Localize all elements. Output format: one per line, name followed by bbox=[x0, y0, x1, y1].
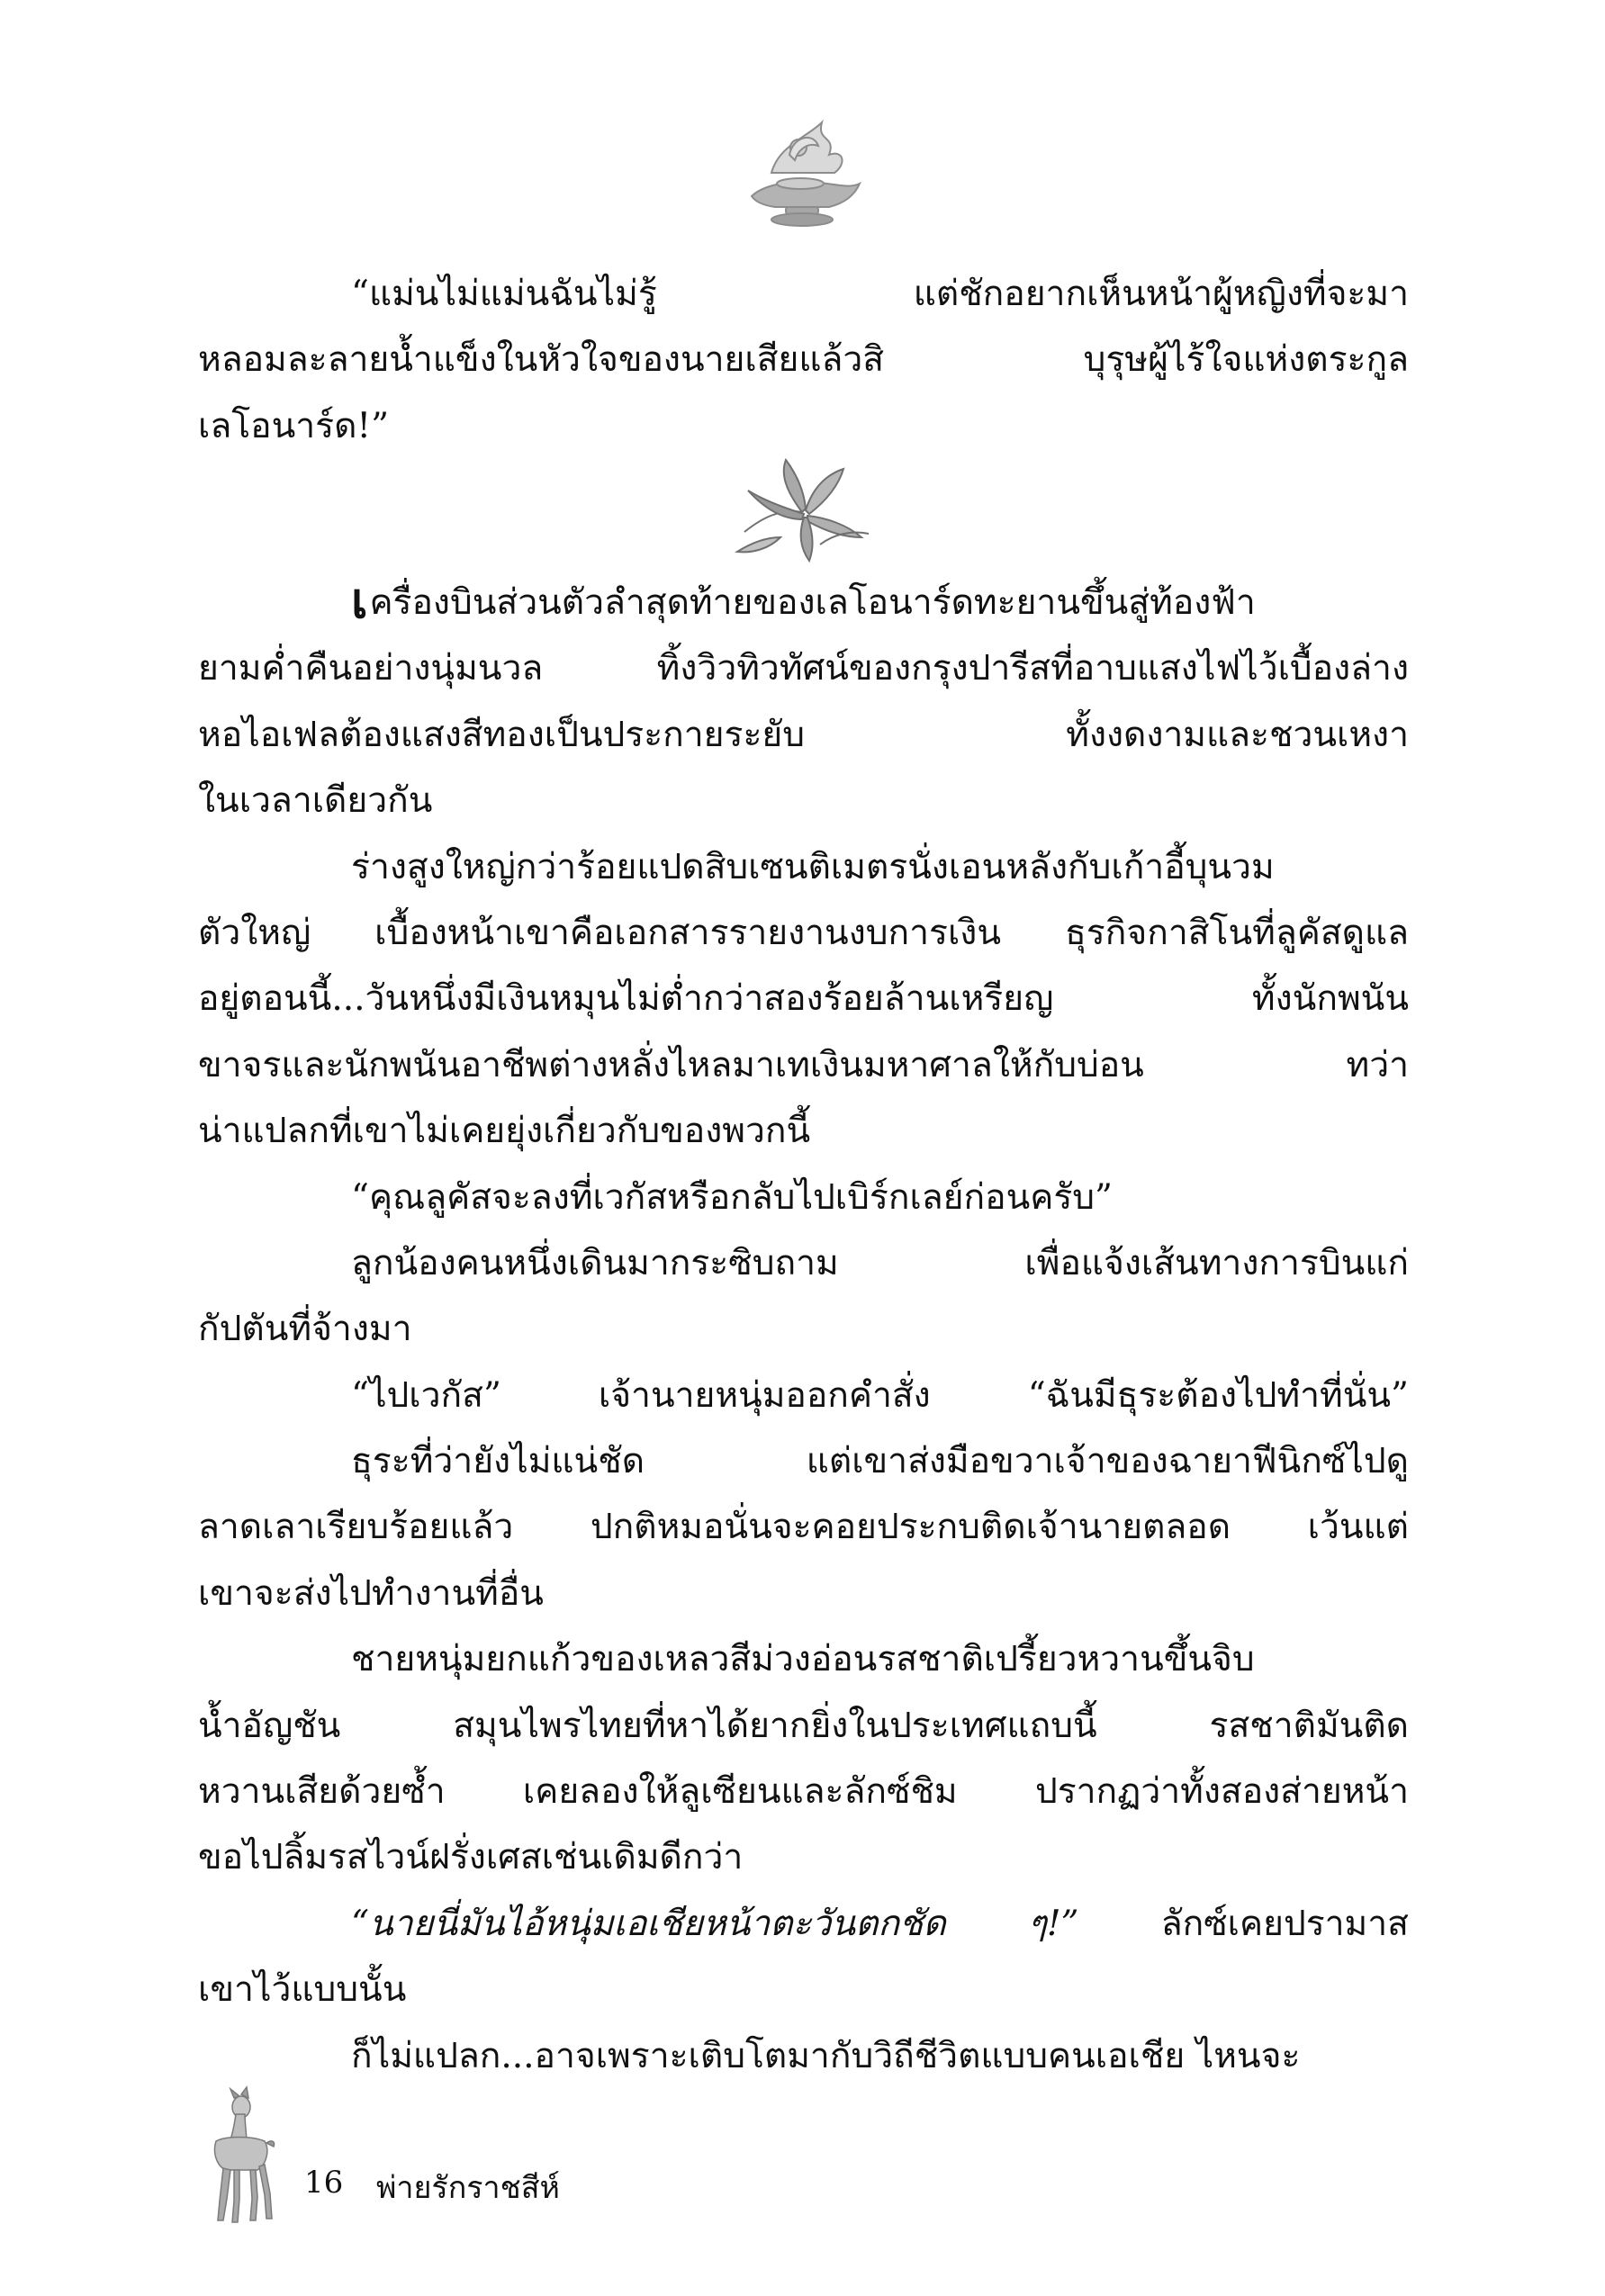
italic-quote: “นายนี่มันไอ้หนุ่มเอเชียหน้าตะวันตกชัด ๆ!” bbox=[351, 1903, 1079, 1944]
text-line-content: ครื่องบินส่วนตัวลำสุดท้ายของเลโอนาร์ดทะยานขึ้นสู่ท้องฟ้า bbox=[369, 582, 1256, 623]
text-line: ขอไปลิ้มรสไวน์ฝรั่งเศสเช่นเดิมดีกว่า bbox=[198, 1837, 744, 1878]
text-line: ก็ไม่แปลก...อาจเพราะเติบโตมากับวิถีชีวิตแบบคนเอเชีย ไหนจะ bbox=[351, 2035, 1301, 2076]
text-line: หอไอเฟลต้องแสงสีทองเป็นประกายระยับ ทั้งงดงามและชวนเหงา bbox=[198, 714, 1409, 755]
lily-flowers-icon bbox=[726, 455, 879, 567]
text-line-italic bbox=[198, 1891, 1409, 1957]
drop-cap: เ bbox=[351, 572, 368, 629]
text-line: ธุระที่ว่ายังไม่แน่ชัด แต่เขาส่งมือขวาเจ้าของฉายาฟีนิกซ์ไปดู bbox=[351, 1441, 1409, 1482]
text-line: เขาไว้แบบนั้น bbox=[198, 1969, 407, 2011]
text-line: กัปตันที่จ้างมา bbox=[198, 1309, 412, 1350]
text-line: ลาดเลาเรียบร้อยแล้ว ปกติหมอนั่นจะคอยประกบติดเจ้านายตลอด เว้นแต่ bbox=[198, 1507, 1409, 1548]
text-line: เลโอนาร์ด!” bbox=[198, 405, 390, 446]
text-line: ตัวใหญ่ เบื้องหน้าเขาคือเอกสารรายงานงบการเงิน ธุรกิจกาสิโนที่ลูคัสดูแล bbox=[198, 912, 1409, 953]
opening-dialogue bbox=[198, 261, 1409, 459]
text-line: “คุณลูคัสจะลงที่เวกัสหรือกลับไปเบิร์กเลย์ก่อนครับ” bbox=[351, 1176, 1113, 1218]
text-line-content: ลักซ์เคยปรามาส bbox=[1160, 1903, 1409, 1944]
text-line: “แม่นไม่แม่นฉันไม่รู้ แต่ชักอยากเห็นหน้าผู้หญิงที่จะมา bbox=[351, 274, 1409, 314]
main-narrative bbox=[198, 570, 1409, 2089]
text-line: ในเวลาเดียวกัน bbox=[198, 780, 433, 822]
deer-icon bbox=[189, 2085, 297, 2229]
text-line: ลูกน้องคนหนึ่งเดินมากระซิบถาม เพื่อแจ้งเส้นทางการบินแก่ bbox=[351, 1242, 1409, 1283]
text-line: น้ำอัญชัน สมุนไพรไทยที่หาได้ยากยิ่งในประเทศแถบนี้ รสชาติมันติด bbox=[198, 1705, 1409, 1746]
text-line: ยามค่ำคืนอย่างนุ่มนวล ทิ้งวิวทิวทัศน์ของกรุงปารีสที่อาบแสงไฟไว้เบื้องล่าง bbox=[198, 648, 1409, 689]
text-line: อยู่ตอนนี้...วันหนึ่งมีเงินหมุนไม่ต่ำกว่าสองร้อยล้านเหรียญ ทั้งนักพนัน bbox=[198, 978, 1409, 1020]
text-line: ชายหนุ่มยกแก้วของเหลวสีม่วงอ่อนรสชาติเปรี้ยวหวานขึ้นจิบ bbox=[351, 1639, 1255, 1680]
text-line: หวานเสียด้วยซ้ำ เคยลองให้ลูเซียนและลักซ์ชิม ปรากฏว่าทั้งสองส่ายหน้า bbox=[198, 1771, 1409, 1813]
genie-lamp-icon bbox=[735, 110, 870, 234]
text-line: ร่างสูงใหญ่กว่าร้อยแปดสิบเซนติเมตรนั่งเอนหลังกับเก้าอี้บุนวม bbox=[351, 846, 1275, 887]
book-title: พ่ายรักราชสีห์ bbox=[376, 2170, 560, 2206]
page-footer bbox=[189, 2085, 909, 2229]
text-line: “ไปเวกัส” เจ้านายหนุ่มออกคำสั่ง “ฉันมีธุระต้องไปทำที่นั่น” bbox=[351, 1374, 1409, 1416]
text-line: น่าแปลกที่เขาไม่เคยยุ่งเกี่ยวกับของพวกนี้ bbox=[198, 1111, 811, 1152]
page-number: 16 bbox=[304, 2165, 344, 2201]
text-line: ขาจรและนักพนันอาชีพต่างหลั่งไหลมาเทเงินมหาศาลให้กับบ่อน ทว่า bbox=[198, 1044, 1409, 1085]
text-line: หลอมละลายน้ำแข็งในหัวใจของนายเสียแล้วสิ บุรุษผู้ไร้ใจแห่งตระกูล bbox=[198, 339, 1409, 381]
text-line-dropcap bbox=[198, 570, 1409, 635]
text-line: เขาจะส่งไปทำงานที่อื่น bbox=[198, 1572, 544, 1614]
